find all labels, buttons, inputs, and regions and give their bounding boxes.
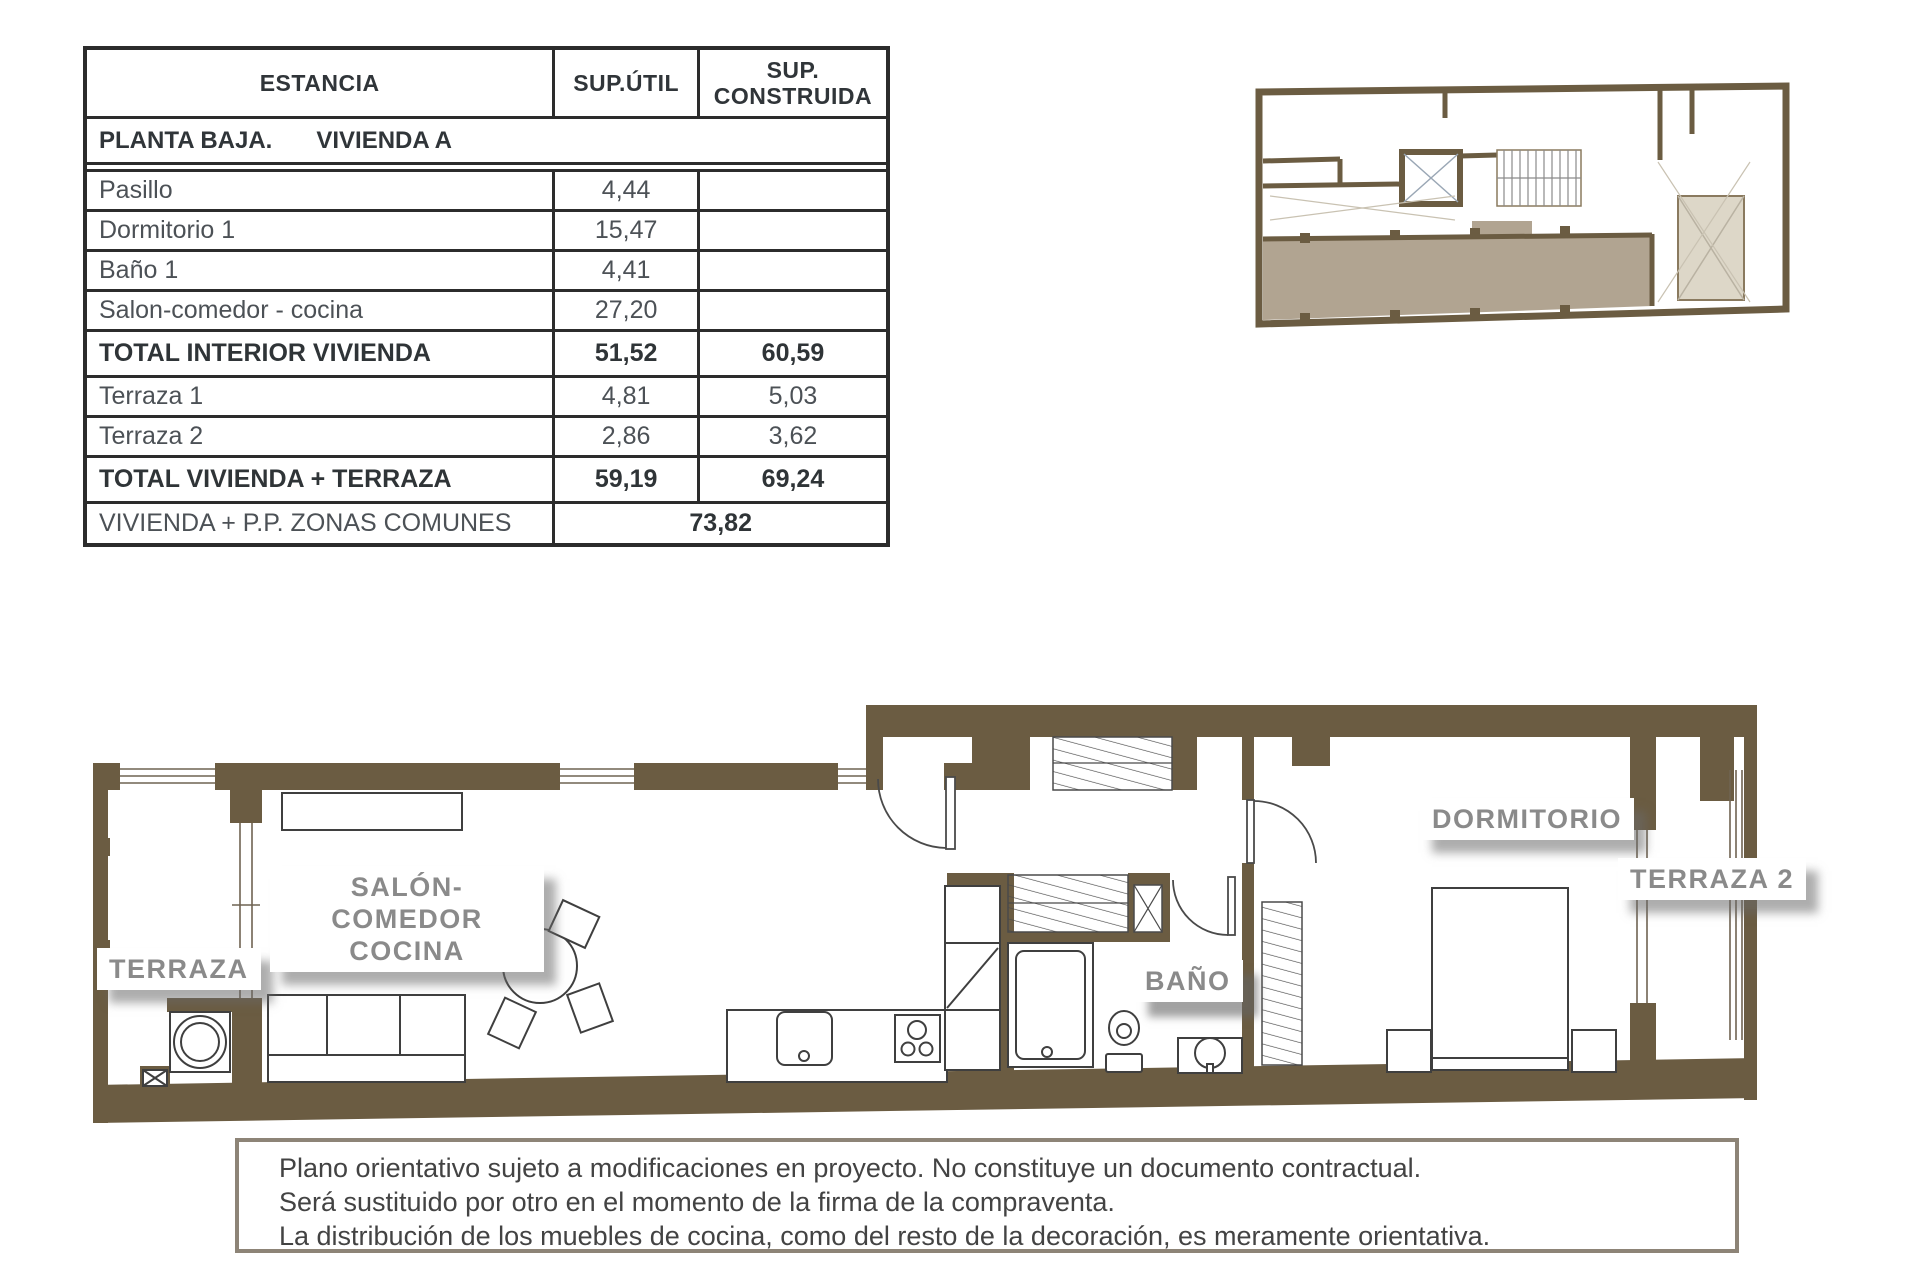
nightstand (1387, 1030, 1431, 1072)
row-built: 60,59 (697, 332, 886, 375)
table-footer-row (87, 501, 886, 543)
row-built (697, 252, 886, 289)
table-row-total-interior (87, 329, 886, 375)
footer-value: 73,82 (552, 504, 886, 543)
bedroom-wardrobe (1262, 902, 1302, 1065)
kitchen-counter (727, 1010, 947, 1082)
label-salon-line2: COCINA (349, 936, 465, 966)
area-table (83, 46, 890, 547)
label-terraza2: TERRAZA 2 (1618, 858, 1806, 900)
header-sup-construida (697, 50, 886, 116)
label-dormitorio: DORMITORIO (1420, 798, 1634, 840)
row-util: 51,52 (552, 332, 697, 375)
entrance-door-leaf (946, 777, 955, 849)
dormitorio-wall (1242, 737, 1254, 800)
table-spacer-row (87, 162, 886, 169)
bed (1432, 888, 1568, 1070)
disclaimer-line3: La distribución de los muebles de cocina, como del resto de la decoración, es meramente orientativa. (279, 1221, 1491, 1251)
table-row (87, 249, 886, 289)
label-terraza: TERRAZA (97, 948, 261, 990)
table-row (87, 375, 886, 415)
pillar (1292, 724, 1330, 766)
nightstand (1572, 1030, 1616, 1072)
bath-door-leaf (1228, 877, 1235, 935)
table-row-total-vivienda (87, 455, 886, 501)
row-built (697, 172, 886, 209)
row-built: 3,62 (697, 418, 886, 455)
sofa (268, 995, 465, 1082)
bedroom-door-arc (1254, 801, 1316, 863)
table-row (87, 415, 886, 455)
row-label: Salon-comedor - cocina (99, 296, 364, 324)
row-util: 59,19 (552, 458, 697, 501)
pillar (972, 713, 1030, 790)
disclaimer-box (235, 1138, 1739, 1253)
row-label: Pasillo (99, 176, 173, 204)
row-label: Dormitorio 1 (99, 216, 236, 244)
row-label: TOTAL VIVIENDA + TERRAZA (99, 465, 452, 493)
row-util: 4,41 (552, 252, 697, 289)
label-salon-comedor (270, 866, 544, 972)
disclaimer-line1: Plano orientativo sujeto a modificaciones en proyecto. No constituye un documento contractual. (279, 1153, 1422, 1183)
drain-symbol (143, 1070, 167, 1086)
header-estancia: ESTANCIA (259, 69, 380, 96)
stairs (1497, 150, 1581, 206)
row-util: 4,81 (552, 378, 697, 415)
tall-cabinet (945, 886, 1000, 1070)
washing-machine (170, 1012, 230, 1072)
row-util: 15,47 (552, 212, 697, 249)
label-bano: BAÑO (1133, 960, 1243, 1002)
row-util: 2,86 (552, 418, 697, 455)
bath-door-arc (1173, 880, 1228, 935)
row-util: 27,20 (552, 292, 697, 329)
table-row (87, 169, 886, 209)
row-label: Terraza 2 (99, 422, 204, 450)
section-vivienda: VIVIENDA A (316, 126, 452, 154)
sideboard (282, 793, 462, 830)
row-built: 69,24 (697, 458, 886, 501)
key-plan (1259, 86, 1786, 324)
key-plan-svg (1250, 72, 1795, 330)
row-label: Baño 1 (99, 256, 179, 284)
row-label: TOTAL INTERIOR VIVIENDA (99, 339, 431, 367)
label-salon-line1: SALÓN-COMEDOR (331, 872, 483, 934)
table-row (87, 289, 886, 329)
row-built (697, 292, 886, 329)
header-sup-construida-line1: SUP. (766, 57, 820, 83)
row-label: Terraza 1 (99, 382, 204, 410)
table-row (87, 209, 886, 249)
disclaimer-line2: Será sustituido por otro en el momento de la firma de la compraventa. (279, 1187, 1115, 1217)
terraza-partition (230, 763, 262, 823)
shower (1008, 943, 1093, 1067)
washbasin (1178, 1038, 1242, 1073)
header-sup-construida-line2: CONSTRUIDA (713, 83, 873, 109)
entrance-door-arc (878, 779, 946, 848)
row-built: 5,03 (697, 378, 886, 415)
chair (488, 998, 536, 1049)
table-header-row (87, 50, 886, 116)
right-wall (1744, 705, 1757, 1100)
row-util: 4,44 (552, 172, 697, 209)
header-sup-util: SUP.ÚTIL (552, 50, 697, 116)
row-built (697, 212, 886, 249)
toilet (1106, 1011, 1142, 1072)
table-section-row (87, 116, 886, 162)
section-planta: PLANTA BAJA. (99, 126, 273, 154)
bedroom-door-leaf (1247, 800, 1254, 863)
footer-label: VIVIENDA + P.P. ZONAS COMUNES (99, 509, 512, 537)
chair (567, 983, 613, 1032)
